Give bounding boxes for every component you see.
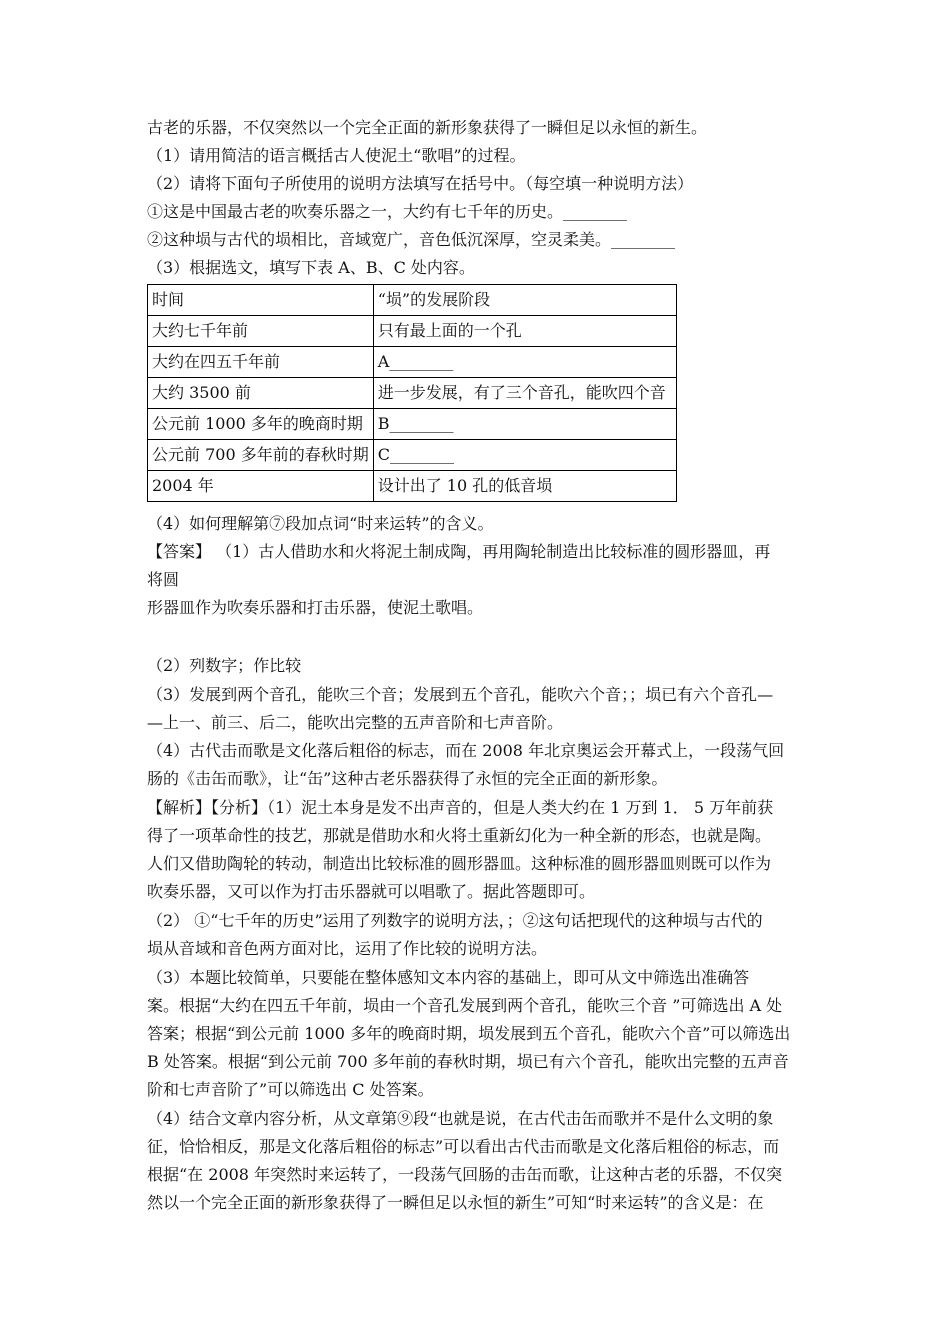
- question-2-item-2: ②这种埙与古代的埙相比，音域宽广，音色低沉深厚，空灵柔美。________: [147, 230, 676, 249]
- table-row: [148, 378, 677, 409]
- analysis-1-line-2: 得了一项革命性的技艺，那就是借助水和火将土重新幻化为一种全新的形态，也就是陶。: [147, 826, 772, 845]
- table-cell: 只有最上面的一个孔: [373, 316, 676, 347]
- intro-line: 古老的乐器，不仅突然以一个完全正面的新形象获得了一瞬但足以永恒的新生。: [147, 118, 708, 137]
- analysis-3-line-2: 案。根据“大约在四五千年前，埙由一个音孔发展到两个音孔，能吹三个音 ”可筛选出 A 处: [147, 996, 783, 1015]
- analysis-4-line-2: 征，恰恰相反，那是文化落后粗俗的标志”可以看出古代击而歌是文化落后粗俗的标志，而: [147, 1137, 780, 1156]
- table-cell: 大约在四五千年前: [148, 347, 374, 378]
- table-cell: B________: [373, 409, 676, 440]
- analysis-4-line-3: 根据“在 2008 年突然时来运转了，一段荡气回肠的击缶而歌，让这种古老的乐器，不仅突: [147, 1165, 783, 1184]
- analysis-3-line-3: 答案；根据“到公元前 1000 多年的晚商时期，埙发展到五个音孔，能吹六个音”可以筛选出: [147, 1024, 791, 1043]
- table-header-cell: “埙”的发展阶段: [373, 285, 676, 316]
- analysis-4-line-4: 然以一个完全正面的新形象获得了一瞬但足以永恒的新生”可知“时来运转”的含义是：在: [147, 1193, 764, 1212]
- table-cell: 公元前 1000 多年的晚商时期: [148, 409, 374, 440]
- analysis-2-line-1: （2） ①“七千年的历史”运用了列数字的说明方法，；②这句话把现代的这种埙与古代的: [147, 911, 763, 930]
- question-2-item-1: ①这是中国最古老的吹奏乐器之一，大约有七千年的历史。________: [147, 202, 628, 221]
- analysis-1-line-1: 【解析】【分析】（1）泥土本身是发不出声音的，但是人类大约在 1 万到 1． 5 万年前获: [147, 798, 774, 817]
- table-row: [148, 440, 677, 471]
- answer-4-line-1: （4）古代击而歌是文化落后粗俗的标志，而在 2008 年北京奥运会开幕式上，一段荡气回: [147, 741, 785, 760]
- analysis-1-line-4: 吹奏乐器，又可以作为打击乐器就可以唱歌了。据此答题即可。: [147, 882, 596, 901]
- question-3: （3）根据选文，填写下表 A、B、C 处内容。: [147, 258, 475, 277]
- analysis-3-line-5: 阶和七声音阶了”可以筛选出 C 处答案。: [147, 1080, 434, 1099]
- table-cell: 2004 年: [148, 471, 374, 502]
- table-cell: 进一步发展，有了三个音孔，能吹四个音: [373, 378, 676, 409]
- table-cell: A________: [373, 347, 676, 378]
- table-row: [148, 471, 677, 502]
- question-1: （1）请用简洁的语言概括古人使泥土“歌唱”的过程。: [147, 146, 526, 165]
- analysis-3-line-1: （3）本题比较简单，只要能在整体感知文本内容的基础上，即可从文中筛选出准确答: [147, 968, 750, 987]
- analysis-4-line-1: （4）结合文章内容分析，从文章第⑨段“也就是说，在古代击缶而歌并不是什么文明的象: [147, 1109, 774, 1128]
- table-header-cell: 时间: [148, 285, 374, 316]
- table-row: [148, 347, 677, 378]
- table-cell: 设计出了 10 孔的低音埙: [373, 471, 676, 502]
- answer-1-line-3: 形器皿作为吹奏乐器和打击乐器，使泥土歌唱。: [147, 598, 484, 617]
- answer-3-line-1: （3）发展到两个音孔，能吹三个音；发展到五个音孔，能吹六个音；；埙已有六个音孔—: [147, 685, 774, 704]
- question-4: （4）如何理解第⑦段加点词“时来运转”的含义。: [147, 514, 494, 533]
- analysis-1-line-3: 人们又借助陶轮的转动，制造出比较标准的圆形器皿。这种标准的圆形器皿则既可以作为: [147, 854, 772, 873]
- answer-1-line-2: 将圆: [147, 570, 180, 589]
- table-cell: 大约七千年前: [148, 316, 374, 347]
- table-cell: 大约 3500 前: [148, 378, 374, 409]
- answer-2: （2）列数字；作比较: [147, 656, 302, 675]
- table-row: [148, 409, 677, 440]
- answer-1-line-1: 【答案】 （1）古人借助水和火将泥土制成陶，再用陶轮制造出比较标准的圆形器皿，再: [147, 542, 771, 561]
- development-table: [147, 284, 677, 502]
- analysis-3-line-4: B 处答案。根据“到公元前 700 多年前的春秋时期，埙已有六个音孔，能吹出完整的五声音: [147, 1052, 789, 1071]
- table-cell: 公元前 700 多年前的春秋时期: [148, 440, 374, 471]
- table-row: [148, 316, 677, 347]
- answer-3-line-2: —上一、前三、后二，能吹出完整的五声音阶和七声音阶。: [147, 713, 564, 732]
- answer-4-line-2: 肠的《击缶而歌》，让“缶”这种古老乐器获得了永恒的完全正面的新形象。: [147, 769, 668, 788]
- analysis-2-line-2: 埙从音域和音色两方面对比，运用了作比较的说明方法。: [147, 939, 548, 958]
- table-cell: C________: [373, 440, 676, 471]
- question-2: （2）请将下面句子所使用的说明方法填写在括号中。（每空填一种说明方法）: [147, 174, 694, 193]
- table-header-row: [148, 285, 677, 316]
